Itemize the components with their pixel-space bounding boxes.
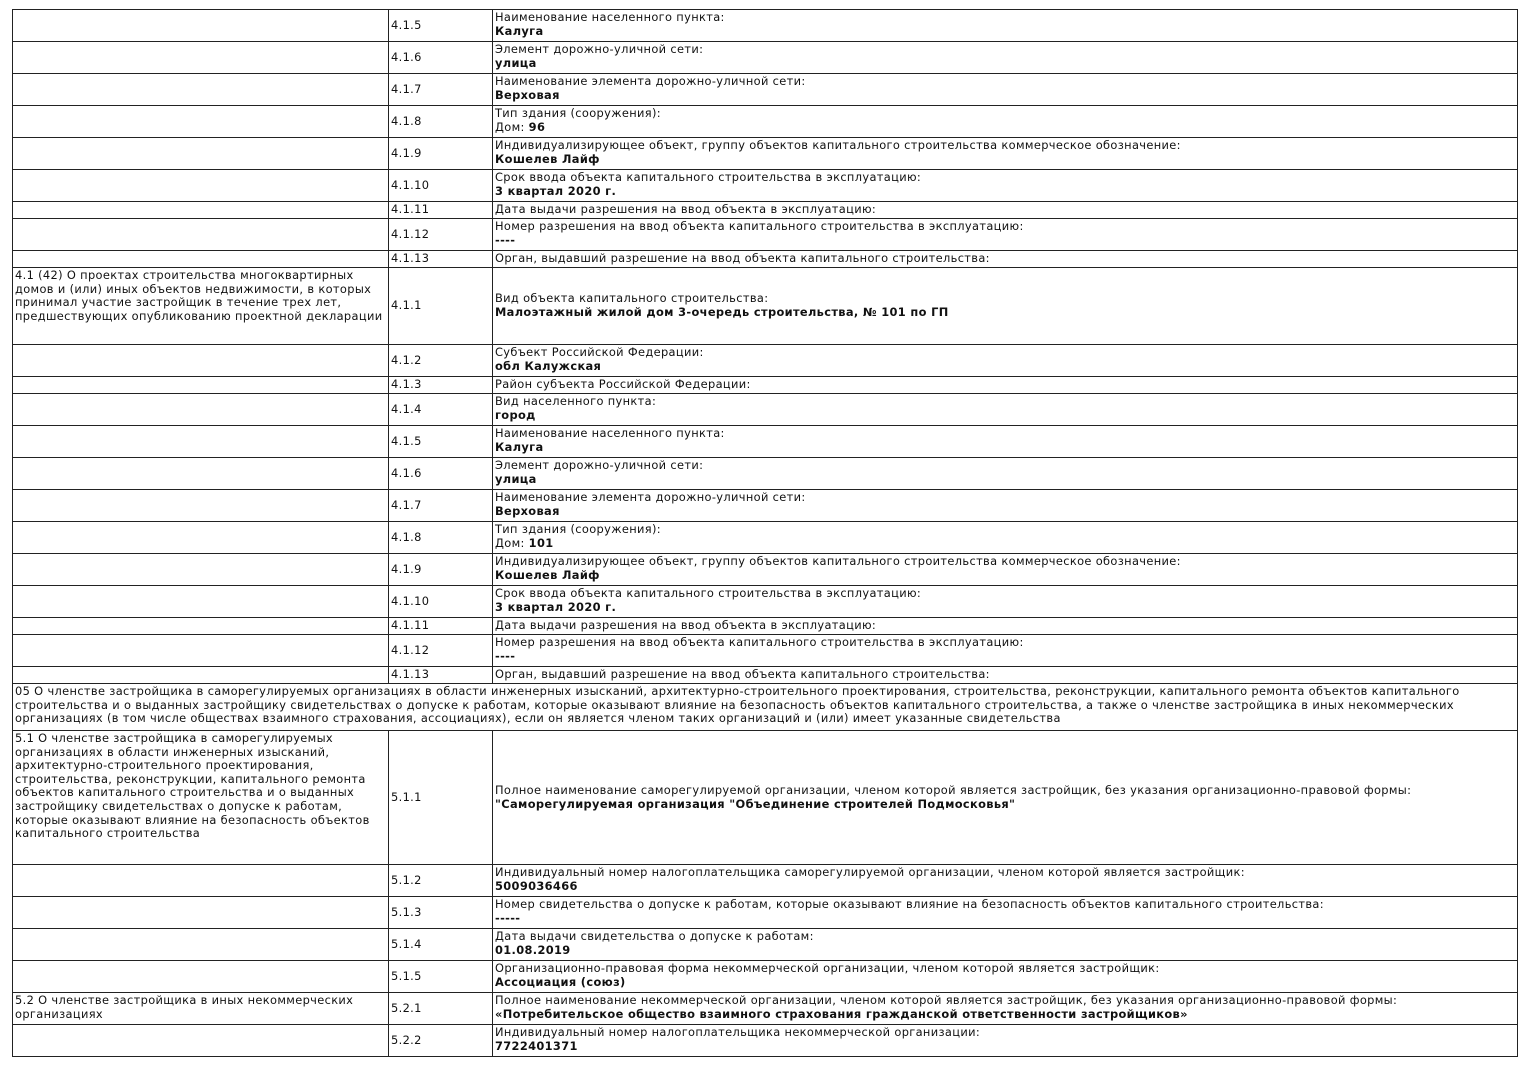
field-value-line [495, 121, 1515, 135]
field-value: Кошелев Лайф [495, 151, 600, 166]
field-value: ---- [495, 648, 516, 663]
section-cell-empty [13, 586, 389, 618]
section-cell-empty [13, 635, 389, 667]
item-number: 4.1.7 [389, 490, 493, 522]
field-label: Полное наименование саморегулируемой организации, членом которой является застройщик, без указания организационно-правовой формы: [495, 782, 1412, 797]
field-value-prefix: Дом: [495, 535, 529, 550]
field-label: Орган, выдавший разрешение на ввод объекта капитального строительства: [495, 667, 990, 681]
field-value: Калуга [495, 23, 544, 38]
field-label: Тип здания (сооружения): [495, 106, 661, 120]
field-value: Малоэтажный жилой дом 3-очередь строительства, № 101 по ГП [495, 305, 949, 319]
table-row [13, 426, 1518, 458]
section-cell-empty [13, 426, 389, 458]
item-number: 4.1.12 [389, 635, 493, 667]
table-row [13, 251, 1518, 268]
field-cell [493, 865, 1518, 897]
section-cell-empty [13, 219, 389, 251]
field-label: Срок ввода объекта капитального строительства в эксплуатацию: [495, 170, 922, 184]
section-cell-empty [13, 251, 389, 268]
item-number: 5.1.4 [389, 929, 493, 961]
field-label: Наименование населенного пункта: [495, 426, 725, 440]
section-title: 5.2 О членстве застройщика в иных некоммерческих организациях [13, 993, 389, 1025]
item-number: 4.1.5 [389, 426, 493, 458]
field-label: Номер разрешения на ввод объекта капитального строительства в эксплуатацию: [495, 219, 1024, 233]
item-number: 4.1.11 [389, 202, 493, 219]
section-cell-empty [13, 202, 389, 219]
section-title: 5.1 О членстве застройщика в саморегулируемых организациях в области инженерных изысканий, архитектурно-строительного проектирования, строительства, реконструкции, капитального ремонта объектов капитального строительства и о выданных застройщику свидетельствах о допуске к работам, которые оказывают влияние на безопасность объектов капитального строительства [13, 731, 389, 865]
field-value: «Потребительское общество взаимного страхования гражданской ответственности застройщиков» [495, 1006, 1188, 1021]
section-cell-empty [13, 618, 389, 635]
item-number: 4.1.3 [389, 377, 493, 394]
field-cell [493, 74, 1518, 106]
field-label: Тип здания (сооружения): [495, 522, 661, 536]
table-row [13, 1025, 1518, 1057]
field-value: 5009036466 [495, 878, 578, 893]
table-row [13, 667, 1518, 684]
field-value: Кошелев Лайф [495, 567, 600, 582]
item-number: 4.1.5 [389, 10, 493, 42]
field-label: Элемент дорожно-уличной сети: [495, 42, 704, 56]
field-cell [493, 138, 1518, 170]
table-row [13, 377, 1518, 394]
item-number: 5.1.5 [389, 961, 493, 993]
section-cell-empty [13, 458, 389, 490]
item-number: 4.1.7 [389, 74, 493, 106]
section-cell-empty [13, 10, 389, 42]
field-cell [493, 961, 1518, 993]
field-cell [493, 42, 1518, 74]
item-number: 4.1.9 [389, 554, 493, 586]
table-row [13, 138, 1518, 170]
table-row [13, 731, 1518, 865]
table-row [13, 219, 1518, 251]
table-row [13, 202, 1518, 219]
table-row [13, 554, 1518, 586]
field-cell [493, 202, 1518, 219]
field-label: Индивидуальный номер налогоплательщика некоммерческой организации: [495, 1025, 981, 1039]
field-label: Индивидуализирующее объект, группу объектов капитального строительства коммерческое обозначение: [495, 138, 1181, 152]
table-row [13, 897, 1518, 929]
table-row [13, 106, 1518, 138]
field-cell [493, 345, 1518, 377]
field-value-line [495, 537, 1515, 551]
item-number: 4.1.8 [389, 522, 493, 554]
table-row [13, 929, 1518, 961]
field-value: улица [495, 471, 537, 486]
section-cell-empty [13, 106, 389, 138]
table-row [13, 522, 1518, 554]
item-number: 5.2.2 [389, 1025, 493, 1057]
table-row [13, 394, 1518, 426]
field-value: "Саморегулируемая организация "Объединение строителей Подмосковья" [495, 796, 1016, 811]
field-label: Субъект Российской Федерации: [495, 345, 704, 359]
declaration-table [12, 9, 1518, 1057]
section-cell-empty [13, 74, 389, 106]
section-cell-empty [13, 897, 389, 929]
field-cell [493, 377, 1518, 394]
section-cell-empty [13, 522, 389, 554]
field-label: Наименование населенного пункта: [495, 10, 725, 24]
section-cell-empty [13, 170, 389, 202]
table-row [13, 268, 1518, 345]
item-number: 4.1.11 [389, 618, 493, 635]
field-cell [493, 667, 1518, 684]
table-row [13, 865, 1518, 897]
item-number: 4.1.12 [389, 219, 493, 251]
table-row [13, 170, 1518, 202]
field-label: Вид объекта капитального строительства: [495, 291, 769, 306]
section-cell-empty [13, 394, 389, 426]
field-label: Номер свидетельства о допуске к работам, которые оказывают влияние на безопасность объектов капитального строительства: [495, 897, 1324, 911]
item-number: 4.1.10 [389, 170, 493, 202]
table-row [13, 635, 1518, 667]
field-cell [493, 426, 1518, 458]
declaration-table-body [13, 10, 1518, 1057]
field-label: Дата выдачи разрешения на ввод объекта в эксплуатацию: [495, 202, 877, 216]
section-cell-empty [13, 42, 389, 74]
section-cell-empty [13, 554, 389, 586]
field-label: Вид населенного пункта: [495, 394, 657, 408]
table-row [13, 490, 1518, 522]
field-label: Номер разрешения на ввод объекта капитального строительства в эксплуатацию: [495, 635, 1024, 649]
field-value: 7722401371 [495, 1038, 578, 1053]
item-number: 4.1.8 [389, 106, 493, 138]
section-cell-empty [13, 377, 389, 394]
section-heading-05: 05 О членстве застройщика в саморегулируемых организациях в области инженерных изысканий, архитектурно-строительного проектирования, строительства, реконструкции, капитального ремонта объектов капитального строительства и о выданных застройщику свидетельствах о допуске к работам, которые оказывают влияние на безопасность объектов капитального строительства, а также о членстве застройщика в иных некоммерческих организациях (в том числе обществах взаимного страхования, ассоциациях), если он является членом таких организаций и (или) имеет указанные свидетельства [13, 684, 1518, 731]
table-row [13, 458, 1518, 490]
field-value: Ассоциация (союз) [495, 974, 626, 989]
item-number: 4.1.13 [389, 667, 493, 684]
field-cell [493, 522, 1518, 554]
section-title: 4.1 (42) О проектах строительства многоквартирных домов и (или) иных объектов недвижимости, в которых принимал участие застройщик в течение трех лет, предшествующих опубликованию проектной декларации [13, 268, 389, 345]
section-cell-empty [13, 667, 389, 684]
field-label: Индивидуализирующее объект, группу объектов капитального строительства коммерческое обозначение: [495, 554, 1181, 568]
field-value: 01.08.2019 [495, 942, 571, 957]
field-cell [493, 219, 1518, 251]
field-label: Орган, выдавший разрешение на ввод объекта капитального строительства: [495, 251, 990, 265]
field-cell [493, 251, 1518, 268]
item-number: 4.1.9 [389, 138, 493, 170]
table-row [13, 42, 1518, 74]
field-label: Дата выдачи свидетельства о допуске к работам: [495, 929, 814, 943]
item-number: 4.1.10 [389, 586, 493, 618]
field-label: Наименование элемента дорожно-уличной сети: [495, 74, 806, 88]
section-cell-empty [13, 345, 389, 377]
field-cell [493, 458, 1518, 490]
field-cell [493, 106, 1518, 138]
field-label: Полное наименование некоммерческой организации, членом которой является застройщик, без указания организационно-правовой формы: [495, 993, 1398, 1007]
table-row [13, 10, 1518, 42]
field-cell [493, 618, 1518, 635]
field-value: Верховая [495, 87, 560, 102]
item-number: 4.1.6 [389, 458, 493, 490]
item-number: 5.1.2 [389, 865, 493, 897]
field-cell [493, 897, 1518, 929]
field-value: город [495, 407, 536, 422]
field-value: 96 [528, 119, 546, 134]
field-value: ----- [495, 910, 521, 925]
field-cell [493, 554, 1518, 586]
field-value: Верховая [495, 503, 560, 518]
field-label: Организационно-правовая форма некоммерческой организации, членом которой является застройщик: [495, 961, 1160, 975]
field-label: Срок ввода объекта капитального строительства в эксплуатацию: [495, 586, 922, 600]
item-number: 4.1.1 [389, 268, 493, 345]
field-value: обл Калужская [495, 358, 602, 373]
field-cell [493, 1025, 1518, 1057]
item-number: 5.1.3 [389, 897, 493, 929]
section-cell-empty [13, 138, 389, 170]
table-row [13, 618, 1518, 635]
field-cell [493, 268, 1518, 345]
field-value: Калуга [495, 439, 544, 454]
field-cell [493, 731, 1518, 865]
item-number: 4.1.4 [389, 394, 493, 426]
field-value: улица [495, 55, 537, 70]
table-row [13, 684, 1518, 731]
field-cell [493, 929, 1518, 961]
field-value: 3 квартал 2020 г. [495, 599, 617, 614]
field-label: Дата выдачи разрешения на ввод объекта в эксплуатацию: [495, 618, 877, 632]
table-row [13, 993, 1518, 1025]
item-number: 5.2.1 [389, 993, 493, 1025]
section-cell-empty [13, 929, 389, 961]
field-label: Элемент дорожно-уличной сети: [495, 458, 704, 472]
field-cell [493, 394, 1518, 426]
table-row [13, 586, 1518, 618]
field-value-prefix: Дом: [495, 119, 529, 134]
section-cell-empty [13, 865, 389, 897]
field-cell [493, 993, 1518, 1025]
field-label: Район субъекта Российской Федерации: [495, 377, 751, 391]
section-cell-empty [13, 961, 389, 993]
field-value: 3 квартал 2020 г. [495, 183, 617, 198]
table-row [13, 345, 1518, 377]
item-number: 4.1.6 [389, 42, 493, 74]
field-label: Индивидуальный номер налогоплательщика саморегулируемой организации, членом которой является застройщик: [495, 865, 1245, 879]
table-row [13, 74, 1518, 106]
field-value: 101 [528, 535, 554, 550]
field-cell [493, 490, 1518, 522]
section-cell-empty [13, 490, 389, 522]
field-cell [493, 635, 1518, 667]
item-number: 5.1.1 [389, 731, 493, 865]
section-cell-empty [13, 1025, 389, 1057]
field-cell [493, 586, 1518, 618]
table-row [13, 961, 1518, 993]
field-cell [493, 170, 1518, 202]
field-cell [493, 10, 1518, 42]
field-label: Наименование элемента дорожно-уличной сети: [495, 490, 806, 504]
item-number: 4.1.13 [389, 251, 493, 268]
item-number: 4.1.2 [389, 345, 493, 377]
field-value: ---- [495, 232, 516, 247]
